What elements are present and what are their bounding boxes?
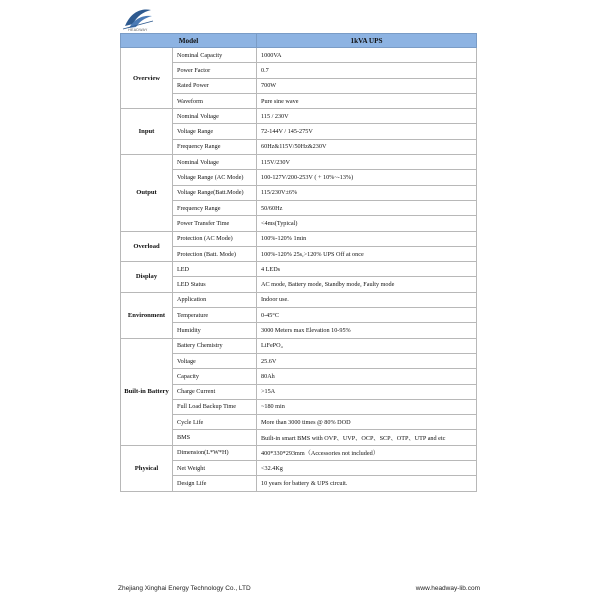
- table-row: [121, 262, 477, 277]
- spec-value: Indoor use.: [257, 292, 477, 307]
- spec-label: Frequency Range: [173, 139, 257, 154]
- spec-value: 115/230V±6%: [257, 185, 477, 200]
- category-cell: Overload: [121, 231, 173, 262]
- table-row: [121, 308, 477, 323]
- spec-label: Protection (AC Mode): [173, 231, 257, 246]
- spec-label: Frequency Range: [173, 200, 257, 215]
- category-cell: Input: [121, 109, 173, 155]
- spec-label: Nominal Voltage: [173, 155, 257, 170]
- table-row: [121, 277, 477, 292]
- spec-label: Net Weight: [173, 461, 257, 476]
- table-row: [121, 461, 477, 476]
- spec-value: Built-in smart BMS with OVP、UVP、OCP、SCP、OTP、UTP and etc: [257, 430, 477, 445]
- spec-table-body: [121, 48, 477, 492]
- spec-label: BMS: [173, 430, 257, 445]
- spec-value: 400*330*293mm（Accessories not included）: [257, 445, 477, 460]
- spec-label: Cycle Life: [173, 415, 257, 430]
- table-row: [121, 124, 477, 139]
- table-row: [121, 185, 477, 200]
- category-cell: Built-in Battery: [121, 338, 173, 445]
- spec-value: 100%-120% 25s,>120% UPS Off at once: [257, 246, 477, 261]
- footer-website: www.headway-lib.com: [415, 585, 480, 592]
- spec-label: Nominal Voltage: [173, 109, 257, 124]
- table-row: [121, 78, 477, 93]
- spec-label: Rated Power: [173, 78, 257, 93]
- table-row: [121, 231, 477, 246]
- spec-value: 100-127V/200-253V ( + 10%~-13%): [257, 170, 477, 185]
- spec-value: 115 / 230V: [257, 109, 477, 124]
- table-row: [121, 48, 477, 63]
- table-row: [121, 445, 477, 460]
- spec-label: Application: [173, 292, 257, 307]
- spec-value: AC mode, Battery mode, Standby mode, Faulty mode: [257, 277, 477, 292]
- table-row: [121, 170, 477, 185]
- table-row: [121, 415, 477, 430]
- spec-value: <32.4Kg: [257, 461, 477, 476]
- spec-value: 0.7: [257, 63, 477, 78]
- table-row: [121, 63, 477, 78]
- category-cell: Output: [121, 155, 173, 231]
- table-row: [121, 323, 477, 338]
- spec-label: Voltage Range: [173, 124, 257, 139]
- table-row: [121, 200, 477, 215]
- spec-value: 72-144V / 145-275V: [257, 124, 477, 139]
- spec-label: Nominal Capacity: [173, 48, 257, 63]
- table-row: [121, 246, 477, 261]
- spec-value: 80Ah: [257, 369, 477, 384]
- spec-label: Temperature: [173, 308, 257, 323]
- spec-label: Design Life: [173, 476, 257, 491]
- logo-text: HEADWAY: [128, 28, 148, 32]
- spec-label: Protection (Batt. Mode): [173, 246, 257, 261]
- spec-value: 60Hz&115V/50Hz&230V: [257, 139, 477, 154]
- spec-label: Charge Current: [173, 384, 257, 399]
- spec-value: More than 3000 times @ 80% DOD: [257, 415, 477, 430]
- table-row: [121, 353, 477, 368]
- category-cell: Environment: [121, 292, 173, 338]
- spec-label: Waveform: [173, 93, 257, 108]
- spec-value: LiFePO₄: [257, 338, 477, 353]
- spec-label: Voltage Range (AC Mode): [173, 170, 257, 185]
- spec-label: Voltage: [173, 353, 257, 368]
- spec-value: 50/60Hz: [257, 200, 477, 215]
- table-row: [121, 399, 477, 414]
- table-row: [121, 430, 477, 445]
- table-row: [121, 93, 477, 108]
- spec-label: Voltage Range(Batt.Mode): [173, 185, 257, 200]
- spec-value: Pure sine wave: [257, 93, 477, 108]
- table-row: [121, 292, 477, 307]
- spec-value: 115V/230V: [257, 155, 477, 170]
- table-row: [121, 155, 477, 170]
- spec-value: 0-45°C: [257, 308, 477, 323]
- spec-table: [120, 33, 477, 492]
- spec-value: >15A: [257, 384, 477, 399]
- table-row: [121, 139, 477, 154]
- spec-value: 700W: [257, 78, 477, 93]
- header-model: Model: [121, 34, 257, 48]
- table-row: [121, 109, 477, 124]
- spec-label: LED Status: [173, 277, 257, 292]
- spec-value: 100%-120% 1min: [257, 231, 477, 246]
- spec-label: Humidity: [173, 323, 257, 338]
- spec-value: 1000VA: [257, 48, 477, 63]
- table-header-row: [121, 34, 477, 48]
- spec-value: 4 LEDs: [257, 262, 477, 277]
- spec-value: ~180 min: [257, 399, 477, 414]
- category-cell: Overview: [121, 48, 173, 109]
- table-row: [121, 369, 477, 384]
- spec-value: <4ms(Typical): [257, 216, 477, 231]
- table-row: [121, 476, 477, 491]
- header-product: 1kVA UPS: [257, 34, 477, 48]
- spec-label: LED: [173, 262, 257, 277]
- spec-label: Capacity: [173, 369, 257, 384]
- spec-label: Power Factor: [173, 63, 257, 78]
- spec-label: Power Transfer Time: [173, 216, 257, 231]
- spec-label: Full Load Backup Time: [173, 399, 257, 414]
- spec-value: 25.6V: [257, 353, 477, 368]
- spec-label: Dimension(L*W*H): [173, 445, 257, 460]
- table-row: [121, 338, 477, 353]
- spec-label: Battery Chemistry: [173, 338, 257, 353]
- category-cell: Display: [121, 262, 173, 293]
- table-row: [121, 384, 477, 399]
- category-cell: Physical: [121, 445, 173, 491]
- spec-value: 10 years for battery & UPS circuit.: [257, 476, 477, 491]
- table-row: [121, 216, 477, 231]
- footer-company: Zhejiang Xinghai Energy Technology Co., LTD: [118, 585, 251, 592]
- spec-value: 3000 Meters max Elevation 10-95%: [257, 323, 477, 338]
